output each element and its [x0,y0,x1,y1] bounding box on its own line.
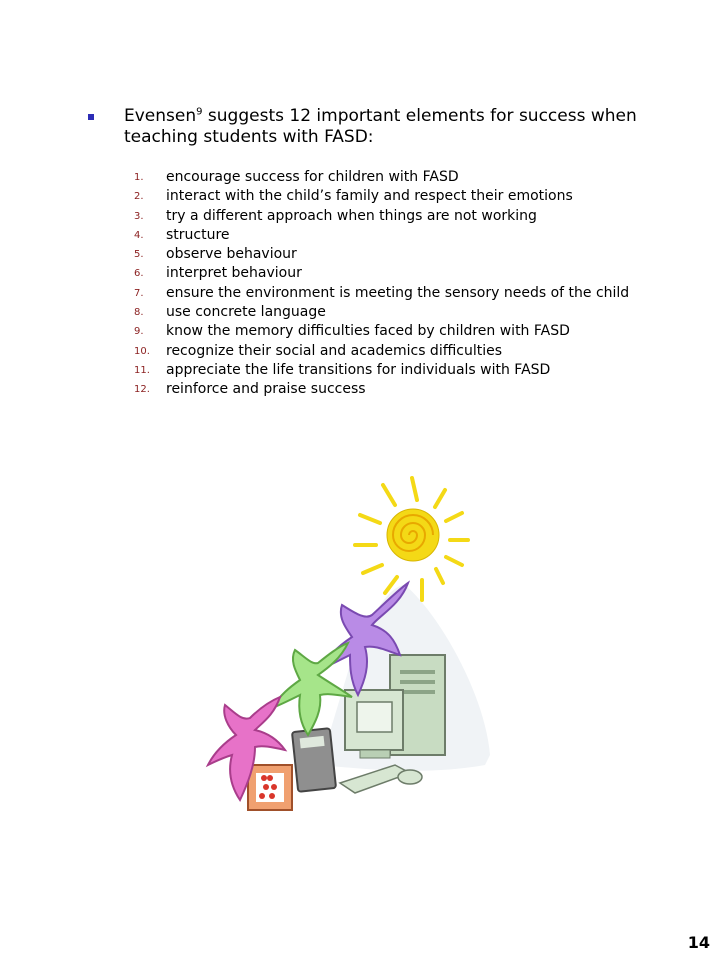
list-item [134,226,629,245]
intro-text: suggests 12 important elements for success when teaching students with FASD: [124,106,637,147]
list-item [134,168,629,187]
intro-bullet [88,106,688,148]
item-text: encourage success for children with FASD [166,169,459,185]
item-text: use concrete language [166,304,326,321]
item-text: recognize their social and academics difficulties [166,342,502,359]
list-item [134,245,629,264]
list-item [134,361,629,380]
item-text: reinforce and praise success [166,381,366,398]
item-number: 12. [134,384,150,396]
abacus-icon [248,765,292,810]
author-name: Evensen [124,106,197,126]
item-number: 9. [134,326,144,338]
list-item [134,284,629,303]
square-bullet-icon [88,114,94,120]
monitor-icon [345,690,403,758]
item-text: try a different approach when things are not working [166,207,537,224]
item-text: structure [166,226,230,243]
page-number: 14 [687,933,710,952]
calculator-icon [292,728,336,792]
item-number: 10. [134,345,150,357]
sun-icon [387,509,439,561]
list-item [134,303,629,322]
item-number: 3. [134,210,144,222]
list-item [134,187,629,206]
item-text: observe behaviour [166,246,297,263]
item-number: 2. [134,191,144,203]
intro-heading [124,106,688,148]
mouse-icon [398,770,422,784]
item-text: interpret behaviour [166,265,302,282]
list-item [134,264,629,283]
list-item [134,322,629,341]
item-number: 6. [134,268,144,280]
list-item [134,380,629,399]
item-text: appreciate the life transitions for individuals with FASD [166,361,551,378]
item-number: 8. [134,307,144,319]
item-number: 5. [134,249,144,261]
list-item [134,342,629,361]
item-text: know the memory difficulties faced by children with FASD [166,323,570,340]
success-clipart [200,465,500,820]
item-number: 4. [134,229,144,241]
list-item [134,207,629,226]
item-text: ensure the environment is meeting the sensory needs of the child [166,284,630,301]
reference-superscript: 9 [196,106,203,118]
item-number: 1. [134,172,144,183]
item-text: interact with the child’s family and respect their emotions [166,188,573,205]
elements-list [134,168,629,400]
item-number: 11. [134,364,150,376]
item-number: 7. [134,287,144,299]
